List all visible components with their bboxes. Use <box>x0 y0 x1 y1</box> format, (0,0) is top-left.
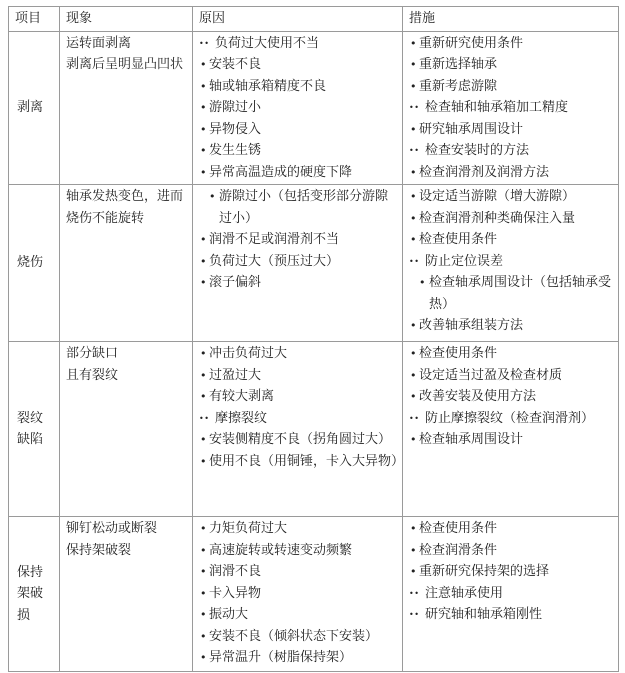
item-text: 烧伤 <box>17 255 44 271</box>
measure-item: • • 防止摩擦裂纹（检查润滑剂） <box>409 408 614 430</box>
cause-item: • 有较大剥离 <box>199 386 398 408</box>
cause-item: • 卡入异物 <box>199 583 398 605</box>
header-row <box>9 7 619 32</box>
cause-item: • 安装侧精度不良（拐角圆过大） <box>199 429 398 451</box>
measure-item: • 检查使用条件 <box>409 343 614 365</box>
item-cell <box>9 342 60 517</box>
cause-item: • 过盈过大 <box>199 365 398 387</box>
header-measure: 措施 <box>403 7 619 32</box>
measure-cell <box>403 342 619 517</box>
item-cell <box>9 517 60 672</box>
item-cell <box>9 185 60 342</box>
header-item: 项目 <box>9 7 60 32</box>
header-phenomenon: 现象 <box>60 7 193 32</box>
measure-item: • • 检查轴和轴承箱加工精度 <box>409 97 614 119</box>
cause-item: • 游隙过小（包括变形部分游隙过小） <box>199 186 398 229</box>
item-text: 裂纹 <box>17 410 44 426</box>
phenomenon-text: 运转面剥离 <box>66 35 132 51</box>
cause-item: • 游隙过小 <box>199 97 398 119</box>
table-row <box>9 31 619 185</box>
phenomenon-text: 剥离后呈明显凸凹状 <box>66 57 184 72</box>
cause-item: • 负荷过大（预压过大） <box>199 251 398 273</box>
item-text: 损 <box>17 607 31 623</box>
item-cell <box>9 31 60 185</box>
measure-item: • 改善安装及使用方法 <box>409 386 614 408</box>
table-row <box>9 517 619 672</box>
measure-item: • 检查润滑条件 <box>409 540 614 562</box>
measure-item: • 设定适当游隙（增大游隙） <box>409 186 614 208</box>
cause-item: • 安装不良 <box>199 54 398 76</box>
table-row <box>9 342 619 517</box>
cause-item: • • 负荷过大使用不当 <box>199 33 398 55</box>
measure-item: • 检查润滑剂及润滑方法 <box>409 162 614 184</box>
cause-item: • 振动大 <box>199 604 398 626</box>
phenomenon-cell <box>60 517 193 672</box>
measure-item: • 检查轴承周围设计 <box>409 429 614 451</box>
cause-item: • 使用不良（用铜锤，卡入大异物） <box>199 451 398 473</box>
table-row <box>9 185 619 342</box>
measure-item: • 重新选择轴承 <box>409 54 614 76</box>
measure-item: • • 研究轴和轴承箱刚性 <box>409 604 614 626</box>
measure-item: • • 注意轴承使用 <box>409 583 614 605</box>
cause-item: • 滚子偏斜 <box>199 272 398 294</box>
cause-item: • 安装不良（倾斜状态下安装） <box>199 626 398 648</box>
phenomenon-text: 保持架破裂 <box>66 542 132 558</box>
cause-item: • • 摩擦裂纹 <box>199 408 398 430</box>
phenomenon-text: 且有裂纹 <box>66 367 119 383</box>
measure-cell <box>403 31 619 185</box>
measure-cell <box>403 517 619 672</box>
measure-item: • 研究轴承周围设计 <box>409 119 614 141</box>
cause-cell <box>193 185 403 342</box>
cause-item: • 润滑不足或润滑剂不当 <box>199 229 398 251</box>
cause-item: • 轴或轴承箱精度不良 <box>199 76 398 98</box>
item-text: 架破 <box>17 586 44 602</box>
measure-item: • 检查使用条件 <box>409 229 614 251</box>
measure-item: • 检查润滑剂种类确保注入量 <box>409 208 614 230</box>
measure-item: • 改善轴承组装方法 <box>409 315 614 337</box>
phenomenon-cell <box>60 342 193 517</box>
phenomenon-text: 铆钉松动或断裂 <box>66 521 158 536</box>
measure-item: • 检查使用条件 <box>409 518 614 540</box>
cause-item: • 润滑不良 <box>199 561 398 583</box>
phenomenon-text: 轴承发热变色，进而烧伤不能旋转 <box>66 189 184 226</box>
cause-item: • 冲击负荷过大 <box>199 343 398 365</box>
measure-item: • • 防止定位误差 <box>409 251 614 273</box>
cause-item: • 异物侵入 <box>199 119 398 141</box>
measure-item: • • 检查安装时的方法 <box>409 140 614 162</box>
cause-cell <box>193 342 403 517</box>
cause-item: • 异常高温造成的硬度下降 <box>199 162 398 184</box>
measure-item: • 重新研究使用条件 <box>409 33 614 55</box>
cause-item: • 发生生锈 <box>199 140 398 162</box>
cause-item: • 高速旋转或转速变动频繁 <box>199 540 398 562</box>
phenomenon-text: 部分缺口 <box>66 346 119 361</box>
item-text: 保持 <box>17 564 44 580</box>
header-cause: 原因 <box>193 7 403 32</box>
measure-item: • 重新研究保持架的选择 <box>409 561 614 583</box>
phenomenon-cell <box>60 185 193 342</box>
cause-item: • 力矩负荷过大 <box>199 518 398 540</box>
measure-item: • 重新考虑游隙 <box>409 76 614 98</box>
fault-table <box>8 6 619 672</box>
measure-cell <box>403 185 619 342</box>
item-text: 剥离 <box>17 100 44 115</box>
measure-item: • 检查轴承周围设计（包括轴承受热） <box>409 272 614 315</box>
cause-cell <box>193 517 403 672</box>
phenomenon-cell <box>60 31 193 185</box>
cause-item: • 异常温升（树脂保持架） <box>199 647 398 669</box>
item-text: 缺陷 <box>17 432 44 447</box>
measure-item: • 设定适当过盈及检查材质 <box>409 365 614 387</box>
cause-cell <box>193 31 403 185</box>
